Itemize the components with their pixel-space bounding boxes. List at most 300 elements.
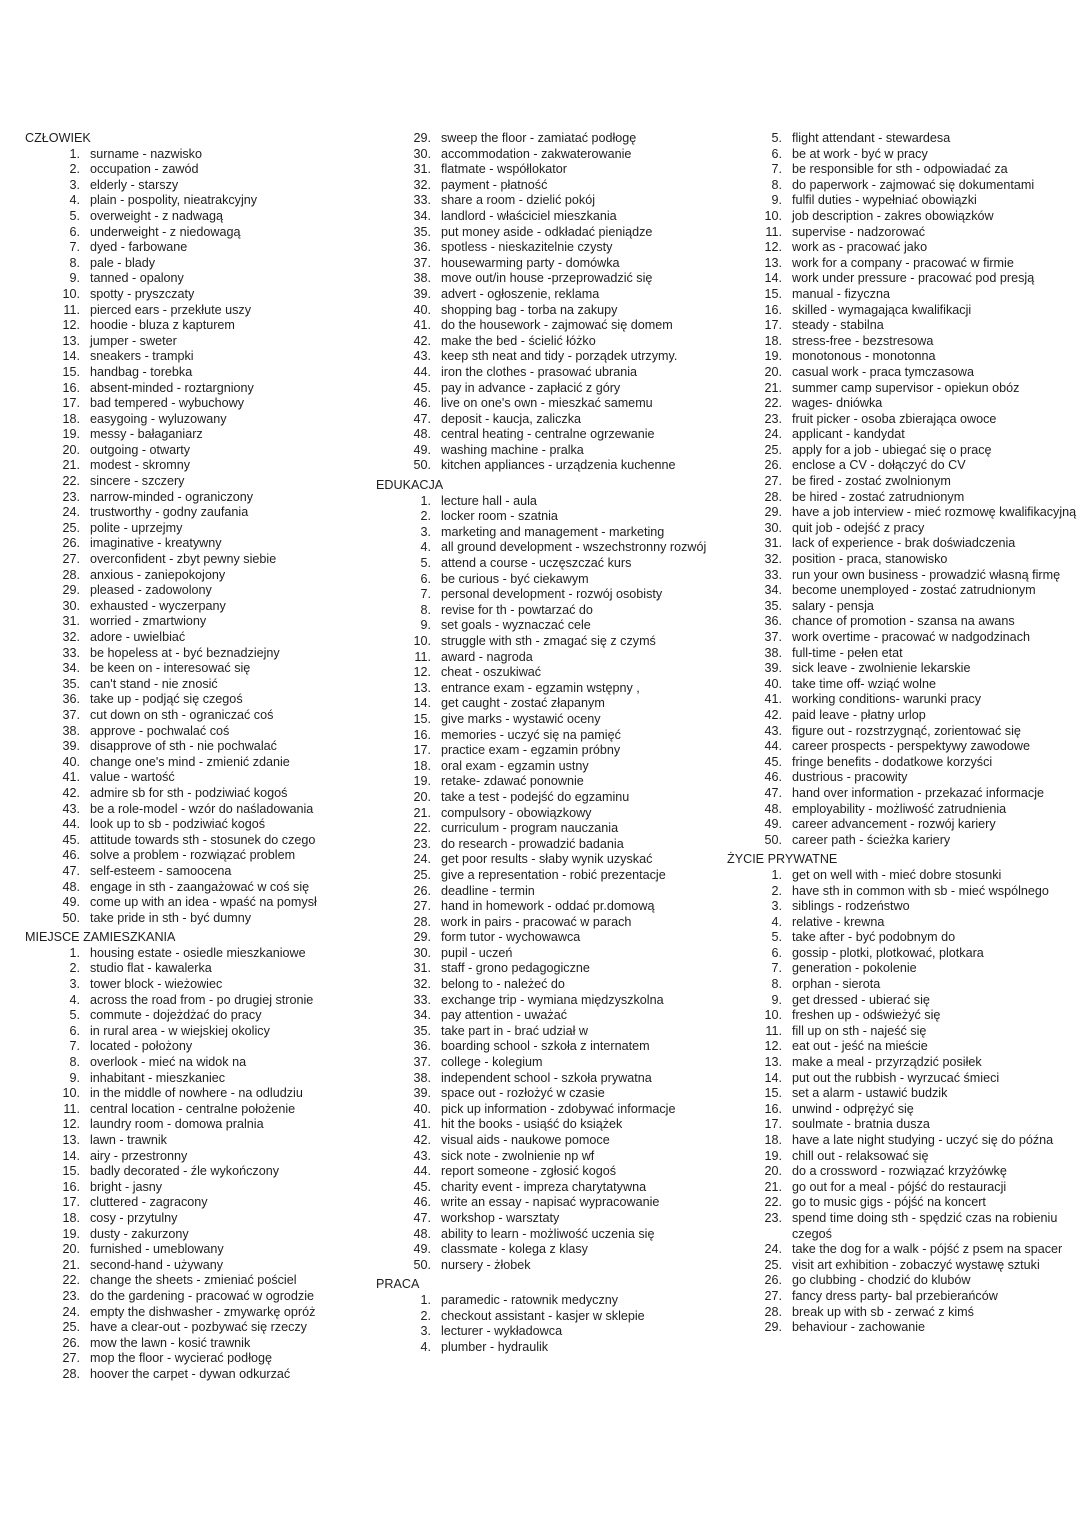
item-text: have a clear-out - pozbywać się rzeczy: [90, 1320, 307, 1335]
item-number: 28 .: [758, 1305, 782, 1321]
item-text: casual work - praca tymczasowa: [792, 364, 974, 379]
vocabulary-item: [376, 759, 716, 775]
vocabulary-item: [25, 848, 365, 864]
item-number: 31 .: [56, 614, 80, 630]
item-text: admire sb for sth - podziwiać kogoś: [90, 785, 288, 800]
item-text: pay attention - uważać: [441, 1008, 568, 1023]
item-text: badly decorated - źle wykończony: [90, 1164, 280, 1179]
item-number: 6 .: [407, 572, 431, 588]
vocabulary-item: [727, 474, 1077, 490]
vocabulary-item: [25, 271, 365, 287]
vocabulary-item: [25, 833, 365, 849]
vocabulary-item: [376, 852, 716, 868]
item-number: 16 .: [758, 1102, 782, 1118]
item-text: overweight - z nadwagą: [90, 208, 224, 223]
item-number: 15 .: [758, 287, 782, 303]
item-text: work for a company - pracować w firmie: [792, 255, 1014, 270]
vocabulary-item: [376, 1164, 716, 1180]
item-text: gossip - plotki, plotkować, plotkara: [792, 945, 984, 960]
item-number: 27 .: [758, 1289, 782, 1305]
item-text: go to music gigs - pójść na koncert: [792, 1195, 986, 1210]
item-number: 19 .: [758, 1149, 782, 1165]
vocabulary-item: [727, 365, 1077, 381]
vocabulary-item: [376, 1227, 716, 1243]
item-text: pleased - zadowolony: [90, 583, 212, 598]
vocabulary-item: [727, 1039, 1077, 1055]
vocabulary-item: [376, 884, 716, 900]
item-text: attend a course - uczęszczać kurs: [441, 556, 632, 571]
item-number: 25 .: [758, 443, 782, 459]
item-text: memories - uczyć się na pamięć: [441, 727, 621, 742]
item-text: inhabitant - mieszkaniec: [90, 1070, 226, 1085]
vocabulary-item: [376, 162, 716, 178]
item-number: 48 .: [407, 427, 431, 443]
item-text: manual - fizyczna: [792, 286, 890, 301]
vocabulary-item: [727, 193, 1077, 209]
vocabulary-item: [727, 1086, 1077, 1102]
item-text: hand in homework - oddać pr.domową: [441, 899, 655, 914]
item-text: pupil - uczeń: [441, 945, 513, 960]
vocabulary-item: [727, 583, 1077, 599]
vocabulary-item: [25, 946, 365, 962]
item-text: get dressed - ubierać się: [792, 992, 930, 1007]
vocabulary-list: [25, 946, 365, 1383]
item-text: do research - prowadzić badania: [441, 836, 624, 851]
item-text: take pride in sth - być dumny: [90, 910, 251, 925]
vocabulary-item: [376, 790, 716, 806]
vocabulary-item: [727, 692, 1077, 708]
vocabulary-item: [727, 318, 1077, 334]
item-number: 49 .: [758, 817, 782, 833]
item-number: 28 .: [56, 1367, 80, 1383]
item-text: solve a problem - rozwiązać problem: [90, 848, 296, 863]
item-text: landlord - właściciel mieszkania: [441, 208, 617, 223]
item-text: pay in advance - zapłacić z góry: [441, 380, 621, 395]
vocabulary-item: [25, 256, 365, 272]
item-number: 42 .: [407, 334, 431, 350]
item-number: 25 .: [758, 1258, 782, 1274]
item-text: self-esteem - samoocena: [90, 863, 232, 878]
item-text: change the sheets - zmieniać pościel: [90, 1273, 297, 1288]
vocabulary-item: [25, 1351, 365, 1367]
item-text: occupation - zawód: [90, 162, 199, 177]
vocabulary-item: [727, 381, 1077, 397]
vocabulary-item: [25, 599, 365, 615]
vocabulary-item: [25, 1071, 365, 1087]
item-text: working conditions- warunki pracy: [792, 692, 981, 707]
vocabulary-item: [376, 225, 716, 241]
item-text: independent school - szkoła prywatna: [441, 1070, 652, 1085]
item-text: imaginative - kreatywny: [90, 536, 222, 551]
item-text: be a role-model - wzór do naśladowania: [90, 801, 314, 816]
item-number: 44 .: [56, 817, 80, 833]
item-text: stress-free - bezstresowa: [792, 333, 934, 348]
item-text: be curious - być ciekawym: [441, 571, 589, 586]
vocabulary-item: [25, 1055, 365, 1071]
item-text: be fired - zostać zwolnionym: [792, 474, 951, 489]
item-text: set a alarm - ustawić budzik: [792, 1086, 948, 1101]
column-1: [25, 131, 365, 1383]
item-text: become unemployed - zostać zatrudnionym: [792, 583, 1036, 598]
item-text: hoover the carpet - dywan odkurzać: [90, 1366, 291, 1381]
item-text: have a job interview - mieć rozmowę kwalifikacyjną: [792, 505, 1077, 520]
item-number: 23 .: [56, 490, 80, 506]
item-text: chill out - relaksować się: [792, 1148, 929, 1163]
item-number: 47 .: [407, 1211, 431, 1227]
vocabulary-item: [25, 1305, 365, 1321]
item-number: 36 .: [56, 692, 80, 708]
vocabulary-item: [376, 572, 716, 588]
item-text: cosy - przytulny: [90, 1210, 178, 1225]
item-number: 17 .: [56, 396, 80, 412]
item-text: nursery - żłobek: [441, 1257, 531, 1272]
item-number: 1 .: [56, 147, 80, 163]
item-number: 12 .: [56, 1117, 80, 1133]
vocabulary-item: [25, 1149, 365, 1165]
vocabulary-item: [727, 1320, 1077, 1336]
item-number: 5 .: [758, 131, 782, 147]
item-text: in rural area - w wiejskiej okolicy: [90, 1023, 270, 1038]
item-number: 20 .: [758, 365, 782, 381]
vocabulary-item: [376, 821, 716, 837]
vocabulary-item: [727, 1242, 1077, 1258]
vocabulary-item: [727, 1164, 1077, 1180]
item-text: housewarming party - domówka: [441, 255, 620, 270]
item-number: 5 .: [758, 930, 782, 946]
item-number: 40 .: [758, 677, 782, 693]
item-number: 43 .: [758, 724, 782, 740]
vocabulary-list: [376, 494, 716, 1274]
vocabulary-item: [727, 817, 1077, 833]
item-number: 5 .: [56, 209, 80, 225]
item-text: spend time doing sth - spędzić czas na robieniu czegoś: [792, 1210, 1058, 1241]
item-number: 17 .: [56, 1195, 80, 1211]
item-text: modest - skromny: [90, 458, 191, 473]
item-number: 39 .: [56, 739, 80, 755]
vocabulary-item: [376, 774, 716, 790]
vocabulary-item: [25, 474, 365, 490]
item-text: classmate - kolega z klasy: [441, 1242, 588, 1257]
item-number: 26 .: [56, 536, 80, 552]
vocabulary-item: [727, 833, 1077, 849]
item-text: workshop - warsztaty: [441, 1210, 560, 1225]
vocabulary-item: [25, 1117, 365, 1133]
item-number: 3 .: [758, 899, 782, 915]
item-text: across the road from - po drugiej stronie: [90, 992, 314, 1007]
item-text: personal development - rozwój osobisty: [441, 587, 663, 602]
vocabulary-item: [25, 692, 365, 708]
item-text: visit art exhibition - zobaczyć wystawę sztuki: [792, 1257, 1040, 1272]
vocabulary-item: [727, 614, 1077, 630]
item-text: lecturer - wykładowca: [441, 1324, 563, 1339]
item-text: cut down on sth - ograniczać coś: [90, 707, 274, 722]
item-number: 24 .: [56, 505, 80, 521]
item-text: sweep the floor - zamiatać podłogę: [441, 131, 637, 145]
item-number: 9 .: [407, 618, 431, 634]
vocabulary-item: [25, 349, 365, 365]
vocabulary-list: [376, 1293, 716, 1355]
vocabulary-item: [376, 587, 716, 603]
item-number: 37 .: [407, 256, 431, 272]
item-number: 49 .: [407, 1242, 431, 1258]
item-text: paramedic - ratownik medyczny: [441, 1292, 619, 1307]
item-number: 1 .: [758, 868, 782, 884]
item-number: 7 .: [56, 1039, 80, 1055]
item-number: 14 .: [407, 696, 431, 712]
item-number: 1 .: [407, 494, 431, 510]
vocabulary-item: [376, 147, 716, 163]
item-text: have sth in common with sb - mieć wspólnego: [792, 883, 1049, 898]
item-number: 9 .: [758, 193, 782, 209]
vocabulary-item: [376, 427, 716, 443]
item-number: 30 .: [407, 147, 431, 163]
item-text: tower block - wieżowiec: [90, 977, 223, 992]
vocabulary-list: [25, 147, 365, 927]
vocabulary-item: [25, 1273, 365, 1289]
item-text: spotless - nieskazitelnie czysty: [441, 240, 613, 255]
item-number: 15 .: [758, 1086, 782, 1102]
item-number: 35 .: [758, 599, 782, 615]
item-text: share a room - dzielić pokój: [441, 193, 595, 208]
item-number: 7 .: [758, 162, 782, 178]
item-number: 5 .: [56, 1008, 80, 1024]
vocabulary-item: [727, 724, 1077, 740]
item-text: commute - dojeżdżać do pracy: [90, 1008, 262, 1023]
vocabulary-item: [25, 490, 365, 506]
item-number: 49 .: [407, 443, 431, 459]
vocabulary-item: [727, 915, 1077, 931]
item-number: 18 .: [56, 412, 80, 428]
item-number: 16 .: [758, 303, 782, 319]
item-number: 13 .: [758, 256, 782, 272]
item-number: 9 .: [56, 1071, 80, 1087]
item-number: 41 .: [407, 318, 431, 334]
item-text: disapprove of sth - nie pochwalać: [90, 739, 277, 754]
item-text: career prospects - perspektywy zawodowe: [792, 739, 1030, 754]
vocabulary-item: [376, 334, 716, 350]
item-text: lawn - trawnik: [90, 1133, 167, 1147]
vocabulary-item: [376, 303, 716, 319]
item-text: quit job - odejść z pracy: [792, 520, 925, 535]
item-text: approve - pochwalać coś: [90, 723, 230, 738]
item-number: 35 .: [407, 225, 431, 241]
vocabulary-item: [727, 1149, 1077, 1165]
item-text: handbag - torebka: [90, 364, 193, 379]
item-number: 30 .: [56, 599, 80, 615]
item-text: sincere - szczery: [90, 474, 185, 489]
item-number: 23 .: [758, 412, 782, 428]
item-number: 38 .: [407, 1071, 431, 1087]
vocabulary-item: [727, 505, 1077, 521]
item-number: 6 .: [56, 225, 80, 241]
item-text: belong to - należeć do: [441, 977, 565, 992]
vocabulary-item: [376, 1309, 716, 1325]
vocabulary-item: [376, 868, 716, 884]
item-text: ability to learn - możliwość uczenia się: [441, 1226, 655, 1241]
item-text: shopping bag - torba na zakupy: [441, 302, 618, 317]
vocabulary-item: [25, 817, 365, 833]
item-text: put money aside - odkładać pieniądze: [441, 224, 653, 239]
item-number: 40 .: [407, 303, 431, 319]
item-number: 2 .: [56, 961, 80, 977]
item-text: get on well with - mieć dobre stosunki: [792, 867, 1002, 882]
item-text: move out/in house -przeprowadzić się: [441, 271, 653, 286]
item-number: 44 .: [758, 739, 782, 755]
item-number: 21 .: [758, 381, 782, 397]
vocabulary-item: [25, 1195, 365, 1211]
item-number: 11 .: [758, 225, 782, 241]
item-text: underweight - z niedowagą: [90, 224, 241, 239]
item-number: 46 .: [758, 770, 782, 786]
item-number: 28 .: [407, 915, 431, 931]
vocabulary-item: [25, 1024, 365, 1040]
vocabulary-item: [727, 1180, 1077, 1196]
vocabulary-item: [727, 802, 1077, 818]
vocabulary-item: [376, 1149, 716, 1165]
item-text: pick up information - zdobywać informacje: [441, 1101, 676, 1116]
item-text: payment - płatność: [441, 177, 548, 192]
vocabulary-item: [376, 209, 716, 225]
item-text: change one's mind - zmienić zdanie: [90, 754, 290, 769]
item-number: 8 .: [56, 1055, 80, 1071]
vocabulary-item: [376, 1258, 716, 1274]
item-number: 11 .: [56, 303, 80, 319]
item-number: 4 .: [56, 193, 80, 209]
item-number: 16 .: [56, 381, 80, 397]
vocabulary-item: [376, 381, 716, 397]
vocabulary-item: [25, 1211, 365, 1227]
vocabulary-item: [25, 225, 365, 241]
item-number: 38 .: [56, 724, 80, 740]
vocabulary-item: [376, 509, 716, 525]
vocabulary-list: [727, 131, 1077, 848]
vocabulary-item: [25, 630, 365, 646]
item-number: 28 .: [56, 568, 80, 584]
item-text: furnished - umeblowany: [90, 1242, 224, 1257]
item-text: worried - zmartwiony: [90, 614, 207, 629]
item-number: 47 .: [56, 864, 80, 880]
item-number: 7 .: [758, 961, 782, 977]
vocabulary-item: [727, 271, 1077, 287]
item-text: pale - blady: [90, 255, 156, 270]
item-number: 13 .: [758, 1055, 782, 1071]
item-number: 36 .: [758, 614, 782, 630]
vocabulary-item: [727, 961, 1077, 977]
item-number: 13 .: [56, 1133, 80, 1149]
vocabulary-item: [376, 837, 716, 853]
vocabulary-item: [727, 412, 1077, 428]
item-text: fringe benefits - dodatkowe korzyści: [792, 754, 993, 769]
item-text: behaviour - zachowanie: [792, 1320, 926, 1335]
item-text: report someone - zgłosić kogoś: [441, 1164, 616, 1179]
item-number: 6 .: [758, 147, 782, 163]
vocabulary-item: [25, 911, 365, 927]
item-number: 34 .: [407, 209, 431, 225]
item-number: 45 .: [407, 1180, 431, 1196]
item-number: 20 .: [407, 790, 431, 806]
item-text: messy - bałaganiarz: [90, 427, 203, 442]
vocabulary-item: [25, 614, 365, 630]
item-number: 37 .: [407, 1055, 431, 1071]
item-number: 25 .: [56, 521, 80, 537]
item-number: 18 .: [407, 759, 431, 775]
vocabulary-item: [376, 993, 716, 1009]
vocabulary-item: [25, 880, 365, 896]
item-number: 16 .: [56, 1180, 80, 1196]
item-text: revise for th - powtarzać do: [441, 602, 593, 617]
vocabulary-item: [727, 755, 1077, 771]
vocabulary-item: [376, 1242, 716, 1258]
item-number: 47 .: [407, 412, 431, 428]
item-text: dustrious - pracowity: [792, 770, 908, 785]
vocabulary-item: [25, 1039, 365, 1055]
item-number: 29 .: [758, 1320, 782, 1336]
item-number: 33 .: [407, 193, 431, 209]
item-text: give a representation - robić prezentacje: [441, 867, 666, 882]
item-number: 4 .: [407, 540, 431, 556]
item-number: 44 .: [407, 1164, 431, 1180]
item-number: 20 .: [758, 1164, 782, 1180]
item-number: 14 .: [56, 1149, 80, 1165]
vocabulary-item: [376, 650, 716, 666]
item-number: 42 .: [407, 1133, 431, 1149]
item-number: 41 .: [407, 1117, 431, 1133]
item-text: fruit picker - osoba zbierająca owoce: [792, 411, 997, 426]
item-text: central heating - centralne ogrzewanie: [441, 427, 655, 442]
vocabulary-item: [25, 1336, 365, 1352]
item-text: career path - ścieżka kariery: [792, 832, 951, 847]
vocabulary-item: [727, 303, 1077, 319]
item-number: 11 .: [758, 1024, 782, 1040]
item-text: airy - przestronny: [90, 1148, 188, 1163]
item-text: jumper - sweter: [90, 333, 177, 348]
item-text: monotonous - monotonna: [792, 349, 936, 364]
item-text: attitude towards sth - stosunek do czego: [90, 832, 316, 847]
item-number: 20 .: [56, 443, 80, 459]
item-text: dyed - farbowane: [90, 240, 188, 255]
item-text: boarding school - szkoła z internatem: [441, 1039, 650, 1054]
vocabulary-item: [727, 1133, 1077, 1149]
item-number: 19 .: [407, 774, 431, 790]
item-number: 35 .: [407, 1024, 431, 1040]
vocabulary-item: [25, 1180, 365, 1196]
vocabulary-item: [727, 661, 1077, 677]
item-text: space out - rozłożyć w czasie: [441, 1086, 605, 1101]
vocabulary-item: [727, 899, 1077, 915]
item-text: set goals - wyznaczać cele: [441, 618, 591, 633]
item-text: salary - pensja: [792, 598, 874, 613]
item-text: applicant - kandydat: [792, 427, 905, 442]
item-text: live on one's own - mieszkać samemu: [441, 396, 653, 411]
item-number: 31 .: [407, 162, 431, 178]
section-heading: MIEJSCE ZAMIESZKANIA: [25, 930, 176, 945]
vocabulary-item: [727, 1024, 1077, 1040]
vocabulary-item: [727, 1289, 1077, 1305]
vocabulary-item: [376, 618, 716, 634]
item-number: 19 .: [758, 349, 782, 365]
item-number: 42 .: [56, 786, 80, 802]
item-number: 38 .: [758, 646, 782, 662]
item-number: 45 .: [56, 833, 80, 849]
item-number: 40 .: [56, 755, 80, 771]
item-text: go clubbing - chodzić do klubów: [792, 1273, 971, 1288]
item-number: 14 .: [758, 1071, 782, 1087]
item-text: be hopeless at - być beznadziejny: [90, 645, 280, 660]
item-text: career advancement - rozwój kariery: [792, 817, 996, 832]
item-number: 50 .: [56, 911, 80, 927]
vocabulary-item: [25, 381, 365, 397]
item-number: 45 .: [758, 755, 782, 771]
